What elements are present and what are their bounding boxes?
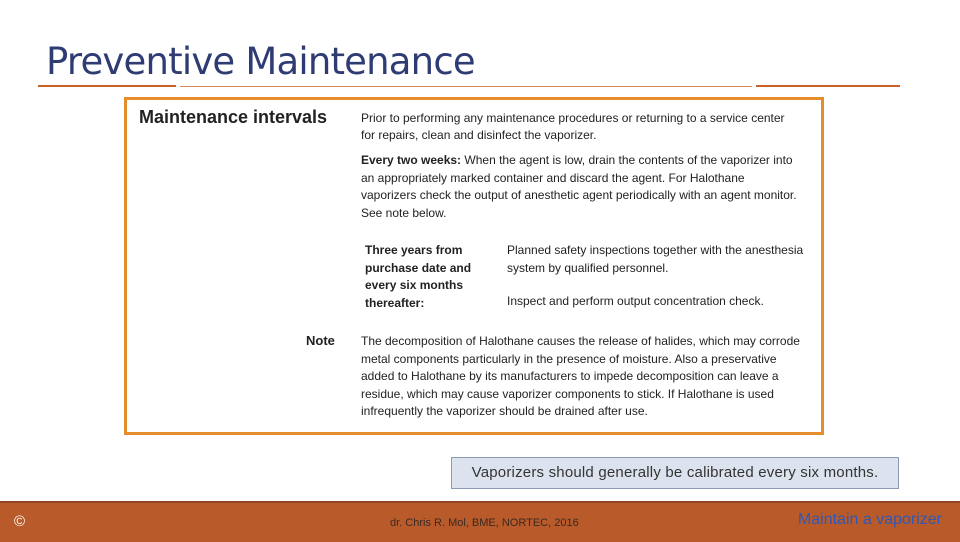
two-weeks-paragraph: [361, 152, 801, 222]
note-label: Note: [306, 333, 335, 348]
two-weeks-label: Every two weeks:: [361, 153, 462, 167]
panel-heading: Maintenance intervals: [139, 107, 328, 127]
note-text: The decomposition of Halothane causes the release of halides, which may corrode metal components particularly in the presence of moisture. Also a preservative added to Halothane by its manufacturers to impede decomposition can leave a residue, which may cause vaporizer components to stick. If Halothane is used infrequently the vaporizer should be drained after use.: [361, 334, 800, 418]
intro-paragraph: Prior to performing any maintenance procedures or returning to a service center for repairs, clean and disinfect the vaporizer.: [361, 111, 785, 142]
period-label: Three years from purchase date and every six months thereafter:: [365, 243, 472, 310]
calibration-callout: Vaporizers should generally be calibrated every six months.: [451, 457, 899, 489]
footer-topic-link[interactable]: Maintain a vaporizer: [797, 511, 942, 528]
slide-title: Preventive Maintenance: [46, 40, 475, 83]
footer-bar: [0, 501, 960, 542]
period-item-inspection: Planned safety inspections together with the anesthesia system by qualified personnel.: [507, 243, 804, 275]
title-underline-left: [38, 85, 176, 87]
maintenance-intervals-panel: [124, 97, 824, 435]
period-item-output-check: Inspect and perform output concentration check.: [507, 294, 764, 308]
two-weeks-text: When the agent is low, drain the contents of the vaporizer into an appropriately marked container and discard the agent. For Halothane vaporizers check the output of anesthetic agent periodically with an agent monitor. See note below.: [361, 153, 797, 220]
title-underline-right: [756, 85, 900, 87]
copyright-symbol: ©: [14, 513, 26, 530]
footer-author: dr. Chris R. Mol, BME, NORTEC, 2016: [390, 517, 579, 529]
title-underline-middle: [180, 86, 752, 87]
